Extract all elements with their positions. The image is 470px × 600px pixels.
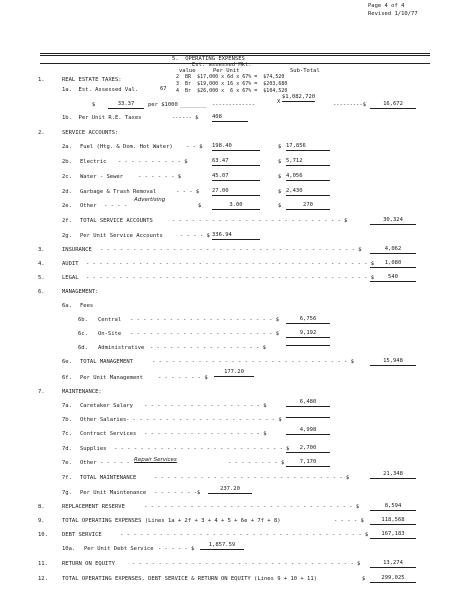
- maintenance-row-code: 7a.: [62, 403, 72, 409]
- maintenance-row-leader: - - - - -: [100, 460, 130, 466]
- legal-value: 540: [370, 275, 416, 282]
- maintenance-row-leader: - - - - - - - - - - - - - - - - - - - - - - - - - - $: [114, 446, 290, 452]
- revised-date: Revised 1/10/77: [368, 11, 418, 17]
- line-1a-label: 1a. Est. Assessed Val.: [62, 87, 139, 93]
- audit-label: AUDIT: [62, 261, 79, 267]
- maintenance-row-code: 7e.: [62, 460, 72, 466]
- col-header-sub-total: Sub-Total: [290, 68, 320, 74]
- management-row-leader: - - - - - - - - - - - - - - - - - $: [150, 345, 266, 351]
- per-unit-debt-service-label: Per Unit Debt Service: [84, 546, 154, 552]
- service-row-leader: - - - -: [104, 203, 128, 209]
- maintenance-row-leader: - - - - - - - - $: [228, 460, 285, 466]
- line-12-leader: $: [362, 576, 366, 582]
- replacement-reserve-value: 8,594: [370, 504, 416, 511]
- service-row-dollar: $: [278, 174, 282, 180]
- service-row-label: Electric: [80, 159, 107, 165]
- line-8-number: 8.: [38, 504, 45, 510]
- replacement-reserve-label: REPLACEMENT RESERVE: [62, 504, 125, 510]
- service-row-note: Advertising: [134, 197, 166, 203]
- management-row-value: 9,192: [286, 331, 330, 338]
- line-1-number: 1.: [38, 77, 45, 83]
- service-row-code: 2a.: [62, 144, 72, 150]
- line-4-leader: - - - - - - - - - - - - - - - - - - - - - - - - - - - - - - - - - - - - - - - - - - - $: [86, 261, 375, 267]
- line-4-number: 4.: [38, 261, 45, 267]
- line-8-leader: - - - - - - - - - - - - - - - - - - - - - - - - - - - - - - - - $: [144, 504, 360, 510]
- management-row-label: On-Site: [98, 331, 122, 337]
- maintenance-row-value: 6,480: [286, 400, 330, 407]
- maintenance-row-value: [286, 417, 330, 418]
- legal-label: LEGAL: [62, 275, 79, 281]
- management-row-code: 6d.: [78, 345, 88, 351]
- col-header-est-assessed: Est. assessed Mkt.: [192, 62, 252, 68]
- per-unit-service-label: Per Unit Service Accounts: [80, 233, 163, 239]
- tax-rate-leader-2: -------------: [212, 102, 256, 108]
- fees-label: Fees: [80, 303, 94, 309]
- service-row-per-unit: 45.07: [212, 174, 260, 181]
- maintenance-row-label: Caretaker Salary: [80, 403, 133, 409]
- service-row-label: Water - Sewer: [80, 174, 124, 180]
- service-row-dollar: $: [278, 144, 282, 150]
- maintenance-label: MAINTENANCE:: [62, 389, 102, 395]
- maintenance-row-code: 7d.: [62, 446, 72, 452]
- service-row-per-unit: 63.47: [212, 159, 260, 166]
- line-6a-code: 6a.: [62, 303, 72, 309]
- line-12-number: 12.: [38, 576, 48, 582]
- service-row-label: Garbage & Trash Removal: [80, 189, 157, 195]
- service-row-amount: 5,712: [286, 159, 330, 166]
- maintenance-row-label: Other Salaries: [80, 417, 127, 423]
- maintenance-row-label: Other: [80, 460, 97, 466]
- service-row-dollar: $: [278, 189, 282, 195]
- line-1b-leader: ------ $: [172, 115, 199, 121]
- line-5-leader: - - - - - - - - - - - - - - - - - - - - - - - - - - - - - - - - - - - - - - - - - - - $: [86, 275, 375, 281]
- per-unit-debt-service: 1,857.59: [200, 543, 244, 550]
- col-header-per-unit: Per Unit: [213, 68, 240, 74]
- per-unit-management-label: Per Unit Management: [80, 375, 143, 381]
- assessment-row-2: 3 Br $19,000 x 16 x 67% = $203,680: [176, 81, 288, 87]
- line-2f-leader: - - - - - - - - - - - - - - - - - - - - - - - - - - $: [172, 218, 348, 224]
- management-row-leader: - - - - - - - - - - - - - - - - - - - - - - $: [130, 331, 280, 337]
- line-11-leader: - - - - - - - - - - - - - - - - - - - - - - - - - - - - - - - - - - $: [132, 561, 361, 567]
- line-1b-label: 1b. Per Unit R.E. Taxes: [62, 115, 142, 121]
- line-3-number: 3.: [38, 247, 45, 253]
- line-7-number: 7.: [38, 389, 45, 395]
- line-10-number: 10.: [38, 532, 48, 538]
- service-row-leader: - - - $: [176, 189, 200, 195]
- real-estate-subtotal: 16,672: [370, 102, 416, 109]
- service-row-per-unit: 27.00: [212, 189, 260, 196]
- assessment-row-3: 4 Br $26,000 x 6 x 67% = $104,520: [176, 88, 288, 94]
- line-2-number: 2.: [38, 130, 45, 136]
- management-row-label: Administrative: [98, 345, 145, 351]
- service-row-dollar: $: [278, 203, 282, 209]
- line-9-leader: - - - - $: [334, 518, 364, 524]
- line-6-number: 6.: [38, 289, 45, 295]
- management-row-label: Central: [98, 317, 122, 323]
- service-row-leader: - - - - - - $: [138, 174, 182, 180]
- maintenance-row-leader: - - - - - - - - - - - - - - - - - - $: [144, 403, 267, 409]
- per-unit-maintenance-label: Per Unit Maintenance: [80, 490, 147, 496]
- service-row-code: 2e.: [62, 203, 72, 209]
- line-2g-code: 2g.: [62, 233, 72, 239]
- assessment-row-1: 2 BR $17,000 x 6d x 67% = $74,520: [176, 74, 285, 80]
- total-operating-value: 118,568: [370, 518, 416, 525]
- service-row-leader: - - - - - - - - - - $: [118, 159, 188, 165]
- service-row-label: Fuel (Htg. & Dom. Hot Water): [80, 144, 173, 150]
- service-row-code: 2c.: [62, 174, 72, 180]
- total-management-label: TOTAL MANAGEMENT: [80, 359, 133, 365]
- service-row-amount: 17,856: [286, 144, 330, 151]
- service-row-amount: 4,056: [286, 174, 330, 181]
- maintenance-row-value: 2,700: [286, 446, 330, 453]
- service-row-dollar: $: [278, 159, 282, 165]
- grand-total-label: TOTAL OPERATING EXPENSES, DEBT SERVICE & RETURN ON EQUITY (Lines 9 + 10 + 11): [62, 576, 317, 582]
- per-unit-service-accounts: 336.94: [212, 233, 260, 240]
- maintenance-row-leader: - - - - - - - - - - - - - - - - - - - - - - - $: [126, 417, 282, 423]
- line-2g-leader: - - - - $: [180, 233, 210, 239]
- top-rule: [40, 53, 430, 54]
- line-1-leader: ---------$: [333, 102, 367, 108]
- management-row-code: 6c.: [78, 331, 88, 337]
- real-estate-label: REAL ESTATE TAXES:: [62, 77, 122, 83]
- service-accounts-label: SERVICE ACCOUNTS:: [62, 130, 119, 136]
- management-row-leader: - - - - - - - - - - - - - - - - - - - - - - $: [130, 317, 280, 323]
- return-on-equity-value: 13,274: [370, 561, 416, 568]
- audit-value: 1,080: [370, 261, 416, 268]
- tax-rate-prefix: $: [92, 102, 96, 108]
- line-7g-code: 7g.: [62, 490, 72, 496]
- debt-service-label: DEBT SERVICE: [62, 532, 102, 538]
- service-row-per-unit: 198.40: [212, 144, 260, 151]
- service-row-per-unit: 3.00: [212, 203, 260, 210]
- tax-rate: 33.37: [108, 102, 144, 109]
- line-7g-leader: - - - - - - -$: [154, 490, 201, 496]
- management-row-value: 6,756: [286, 317, 330, 324]
- line-2f-code: 2f.: [62, 218, 72, 224]
- debt-service-value: 167,183: [370, 532, 416, 539]
- total-assessed-value: $1,082,720: [282, 94, 316, 100]
- line-7f-code: 7f.: [62, 475, 72, 481]
- col-header-value: value: [179, 68, 196, 74]
- service-row-code: 2b.: [62, 159, 72, 165]
- maintenance-row-code: 7b.: [62, 417, 72, 423]
- service-row-amount: 270: [286, 203, 330, 210]
- service-row-code: 2d.: [62, 189, 72, 195]
- line-9-number: 9.: [38, 518, 45, 524]
- service-row-amount: 2,430: [286, 189, 330, 196]
- service-row-leader: - - $: [186, 144, 203, 150]
- line-3-leader: - - - - - - - - - - - - - - - - - - - - - - - - - - - - - - - - - - - - - - - $: [100, 247, 362, 253]
- maintenance-row-label: Supplies: [80, 446, 107, 452]
- line-7f-leader: - - - - - - - - - - - - - - - - - - - - - - - - - - - - - $: [154, 475, 350, 481]
- management-row-code: 6b.: [78, 317, 88, 323]
- total-service-accounts: 30,324: [370, 218, 416, 225]
- line-10a-code: 10a.: [62, 546, 76, 552]
- maintenance-row-value: 4,998: [286, 428, 330, 435]
- total-service-accounts-label: TOTAL SERVICE ACCOUNTS: [80, 218, 153, 224]
- section-title: 5. OPERATING EXPENSES: [172, 56, 245, 62]
- line-11-number: 11.: [38, 561, 48, 567]
- return-on-equity-label: RETURN ON EQUITY: [62, 561, 115, 567]
- maintenance-row-note: Repair Services: [134, 457, 177, 463]
- management-label: MANAGEMENT:: [62, 289, 99, 295]
- service-row-label: Other: [80, 203, 97, 209]
- management-row-value: [286, 345, 330, 346]
- per-unit-re-taxes: 408: [212, 115, 248, 122]
- total-maintenance: 21,348: [370, 472, 416, 479]
- line-5-number: 5.: [38, 275, 45, 281]
- per-unit-management: 177.20: [214, 370, 254, 377]
- insurance-value: 4,062: [370, 247, 416, 254]
- multiply-mark: X: [277, 99, 281, 105]
- maintenance-row-code: 7c.: [62, 431, 72, 437]
- grand-total-value: 299,025: [370, 576, 416, 583]
- tax-rate-suffix: per $1000: [148, 102, 178, 108]
- line-6f-leader: - - - - - - - $: [158, 375, 208, 381]
- line-10-leader: - - - - - - - - - - - - - - - - - - - - - - - - - - - - - - - - - - - - - $: [120, 532, 369, 538]
- total-maintenance-label: TOTAL MAINTENANCE: [80, 475, 137, 481]
- line-6f-code: 6f.: [62, 375, 72, 381]
- line-10a-leader: - - - - - $: [158, 546, 195, 552]
- insurance-label: INSURANCE: [62, 247, 92, 253]
- service-row-dollar: $: [198, 203, 202, 209]
- maintenance-row-label: Contract Services: [80, 431, 137, 437]
- tax-rate-leader: ________: [180, 102, 207, 108]
- per-unit-maintenance: 237.20: [208, 487, 252, 494]
- line-6e-leader: - - - - - - - - - - - - - - - - - - - - - - - - - - - - - - $: [152, 359, 354, 365]
- maintenance-row-value: 7,170: [286, 460, 330, 467]
- total-management: 15,948: [370, 359, 416, 366]
- maintenance-row-leader: - - - - - - - - - - - - - - - - - - $: [144, 431, 267, 437]
- line-6e-code: 6e.: [62, 359, 72, 365]
- units-count: 67: [160, 86, 167, 92]
- total-operating-label: TOTAL OPERATING EXPENSES (Lines 1a + 2f + 3 + 4 + 5 + 6e + 7f + 8): [62, 518, 281, 524]
- page-number: Page 4 of 4: [368, 3, 405, 9]
